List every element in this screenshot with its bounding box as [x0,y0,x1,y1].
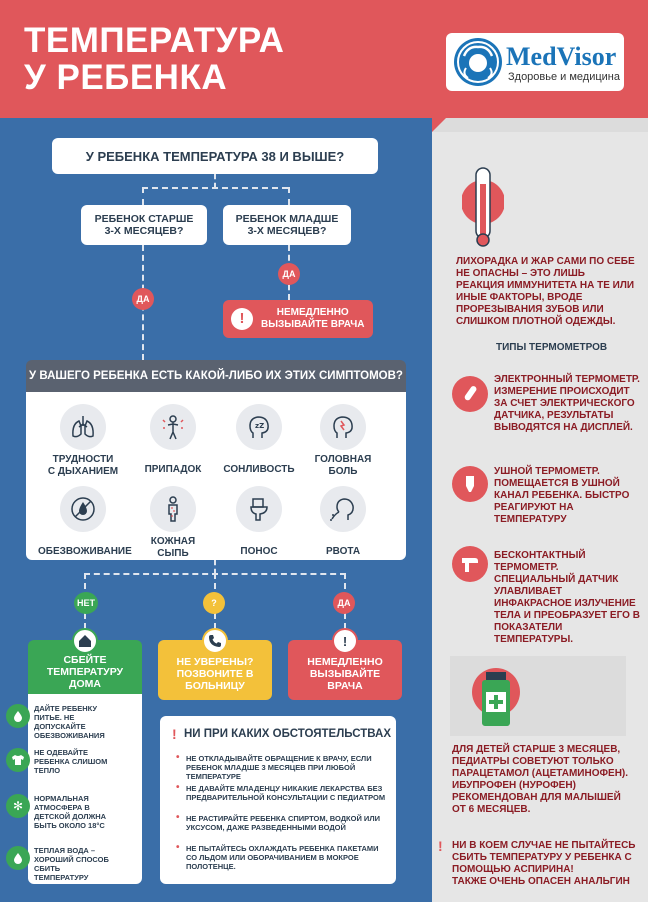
younger-line-1: РЕБЕНОК МЛАДШЕ [235,213,339,225]
tshirt-icon [6,748,30,772]
headache-icon [320,404,366,450]
never-item: • НЕ РАСТИРАЙТЕ РЕБЕНКА СПИРТОМ, ВОДКОЙ ИЛИ УКСУСОМ, ДАЖЕ РАЗВЕДЕННЫМИ ВОДОЙ [176,814,390,832]
digital-thermometer-icon [452,376,488,412]
seizure-figure-icon [150,404,196,450]
older-line-2: 3-Х МЕСЯЦЕВ? [104,225,184,237]
connector-line [214,560,216,574]
older-line-1: РЕБЕНОК СТАРШЕ [94,213,194,225]
symptom-seizure [128,404,218,476]
aspirin-warning-line-1: НИ В КОЕМ СЛУЧАЕ НЕ ПЫТАЙТЕСЬ СБИТЬ ТЕМПЕРАТУРУ У РЕБЕНКА С ПОМОЩЬЮ АСПИРИНА! [452,840,636,875]
tip-text: ТЕПЛАЯ ВОДА – ХОРОШИЙ СПОСОБ СБИТЬ ТЕМПЕРАТУРУ [34,846,109,882]
sleepy-head-icon [236,404,282,450]
never-item: • НЕ ОТКЛАДЫВАЙТЕ ОБРАЩЕНИЕ К ВРАЧУ, ЕСЛИ РЕБЕНОК МЛАДШЕ 3 МЕСЯЦЕВ ПРИ ЛЮБОЙ ТЕМПЕРАТУРЕ [176,754,390,781]
symptom-label: ГОЛОВНАЯ БОЛЬ [314,454,372,477]
call-line-1: НЕМЕДЛЕННО [276,307,349,318]
medicine-bottle-icon [474,670,518,735]
symptom-diarrhea [214,486,304,558]
warning-mark-icon: ! [172,726,177,742]
logo-name: MedVisor [506,42,617,71]
medicine-note: ДЛЯ ДЕТЕЙ СТАРШЕ 3 МЕСЯЦЕВ, ПЕДИАТРЫ СОВЕТУЮТ ТОЛЬКО ПАРАЦЕТАМОЛ (АЦЕТАМИНОФЕН). ИБУПРОФЕН (НУРОФЕН) РЕКОМЕНДОВАН ДЛЯ МАЛЫШЕЙ ОТ 6 МЕСЯЦЕВ. [452,744,629,815]
toilet-icon [236,486,282,532]
tip-text: НЕ ОДЕВАЙТЕ РЕБЕНКА СЛИШОМ ТЕПЛО [34,748,108,775]
younger-line-2: 3-Х МЕСЯЦЕВ? [247,225,327,237]
treat-at-home-box: СБЕЙТЕ ТЕМПЕРАТУРУ ДОМА [28,640,142,696]
symptom-rash [128,486,218,560]
phone-icon [202,628,228,654]
call-doctor-box [223,300,373,338]
call-hospital-box: НЕ УВЕРЕНЫ? ПОЗВОНИТЕ В БОЛЬНИЦУ [158,640,272,700]
symptom-breathing [38,404,128,478]
tip-room-temperature [6,794,110,830]
infrared-thermometer-text: БЕСКОНТАКТНЫЙ ТЕРМОМЕТР. СПЕЦИАЛЬНЫЙ ДАТЧИК УЛАВЛИВАЕТ ИНФАКРАСНОЕ ИЗЛУЧЕНИЕ ТЕЛА И ПРЕОБРАЗУЕТ ЕГО В ПОКАЗАТЕЛИ ТЕМПЕРАТУРЫ. [494,550,640,645]
younger-than-3-months-box [223,205,351,245]
home-icon [72,628,98,654]
ear-thermometer-icon [452,466,488,502]
yes-badge-older: ДА [132,288,154,310]
symptom-label: КОЖНАЯ СЫПЬ [150,536,196,559]
aspirin-warning-line-2: ТАКЖЕ ОЧЕНЬ ОПАСЕН АНАЛЬГИН [452,876,630,887]
symptom-drowsiness [214,404,304,476]
older-than-3-months-box [81,205,207,245]
header-notch [432,118,446,132]
symptom-label: ПОНОС [240,546,278,557]
symptom-label: СОНЛИВОСТЬ [223,464,295,475]
title-line-2: У РЕБЕНКА [24,58,228,97]
symptoms-heading-text: У ВАШЕГО РЕБЕНКА ЕСТЬ КАКОЙ-ЛИБО ИХ ЭТИХ СИМПТОМОВ? [29,370,403,382]
medusa-logo-icon [454,38,502,86]
symptoms-heading [26,360,406,392]
svg-text:zZ: zZ [255,422,265,430]
snowflake-icon: ✻ [6,794,30,818]
water-drop-icon [6,704,30,728]
symptom-label: ПРИПАДОК [144,464,202,475]
call-line-2: ВЫЗЫВАЙТЕ ВРАЧА [261,319,365,330]
symptom-label: РВОТА [325,546,361,557]
no-water-drop-icon [60,486,106,532]
no-badge: НЕТ [74,592,98,614]
symptom-label: ОБЕЗВОЖИВАНИЕ [38,546,132,557]
connector-line [214,174,216,188]
symptom-headache [298,404,388,478]
symptom-label: ТРУДНОСТИ С ДЫХАНИЕМ [47,454,119,477]
sidebar-top-strip [432,118,648,132]
connector-line [142,187,144,205]
thermometer-icon [462,164,504,255]
ear-thermometer-text: УШНОЙ ТЕРМОМЕТР. ПОМЕЩАЕТСЯ В УШНОЙ КАНАЛ РЕБЕНКА. БЫСТРО РЕАГИРУЮТ НА ТЕМПЕРАТУРУ [494,466,630,525]
aspirin-warning [452,840,638,888]
tip-warm-water [6,846,110,882]
vomiting-head-icon [320,486,366,532]
page-title [24,22,284,96]
tip-clothing [6,748,110,775]
never-item: • НЕ ПЫТАЙТЕСЬ ОХЛАЖДАТЬ РЕБЕНКА ПАКЕТАМИ СО ЛЬДОМ ИЛИ ОБОРАЧИВАНИЕМ В МОКРОЕ ПОЛОТЕНЦЕ. [176,844,390,871]
call-doctor-now-box: НЕМЕДЛЕННО ВЫЗЫВАЙТЕ ВРАЧА [288,640,402,700]
yes-badge-symptoms: ДА [333,592,355,614]
tip-text: ДАЙТЕ РЕБЕНКУ ПИТЬЕ. НЕ ДОПУСКАЙТЕ ОБЕЗВОЖИВАНИЯ [34,704,105,740]
water-drop-icon [6,846,30,870]
yes-badge-younger: ДА [278,263,300,285]
infrared-thermometer-icon [452,546,488,582]
symptom-vomiting [298,486,388,558]
symptom-dehydration [38,486,132,558]
never-item: • НЕ ДАВАЙТЕ МЛАДЕНЦУ НИКАКИЕ ЛЕКАРСТВА БЕЗ ПРЕДВАРИТЕЛЬНОЙ КОНСУЛЬТАЦИИ С ПЕДИАТРОМ [176,784,390,802]
tip-text: НОРМАЛЬНАЯ АТМОСФЕРА В ДЕТСКОЙ ДОЛЖНА БЫТЬ ОКОЛО 18°С [34,794,107,830]
temperature-question: У РЕБЕНКА ТЕМПЕРАТУРА 38 И ВЫШЕ? [85,148,345,164]
lungs-icon [60,404,106,450]
connector-line [142,187,288,189]
temperature-question-box [52,138,378,174]
thermometer-types-heading: ТИПЫ ТЕРМОМЕТРОВ [496,342,608,353]
unsure-badge: ? [203,592,225,614]
title-line-1: ТЕМПЕРАТУРА [24,21,285,60]
digital-thermometer-text: ЭЛЕКТРОННЫЙ ТЕРМОМЕТР. ИЗМЕРЕНИЕ ПРОИСХОДИТ ЗА СЧЕТ ЭЛЕКТРИЧЕСКОГО ДАТЧИКА, РЕЗУЛЬТАТЫ ВЫВОДЯТСЯ НА ДИСПЛЕЙ. [494,374,640,433]
alert-icon: ! [231,308,253,330]
alert-icon: ! [332,628,358,654]
warning-mark-icon: ! [438,838,443,854]
never-do-title: НИ ПРИ КАКИХ ОБСТОЯТЕЛЬСТВАХ [184,728,392,740]
logo-tagline: Здоровье и медицина [508,71,621,83]
body-rash-icon [150,486,196,532]
connector-line [288,187,290,205]
tip-drink [6,704,110,740]
fever-note: ЛИХОРАДКА И ЖАР САМИ ПО СЕБЕ НЕ ОПАСНЫ – ЭТО ЛИШЬ РЕАКЦИЯ ИММУНИТЕТА НА ТЕ ИЛИ ИНЫЕ ФАКТОРЫ, ВРОДЕ ПРОРЕЗЫВАНИЯ ЗУБОВ ИЛИ СЛИШКОМ ПЛОТНОЙ ОДЕЖДЫ. [456,256,635,327]
